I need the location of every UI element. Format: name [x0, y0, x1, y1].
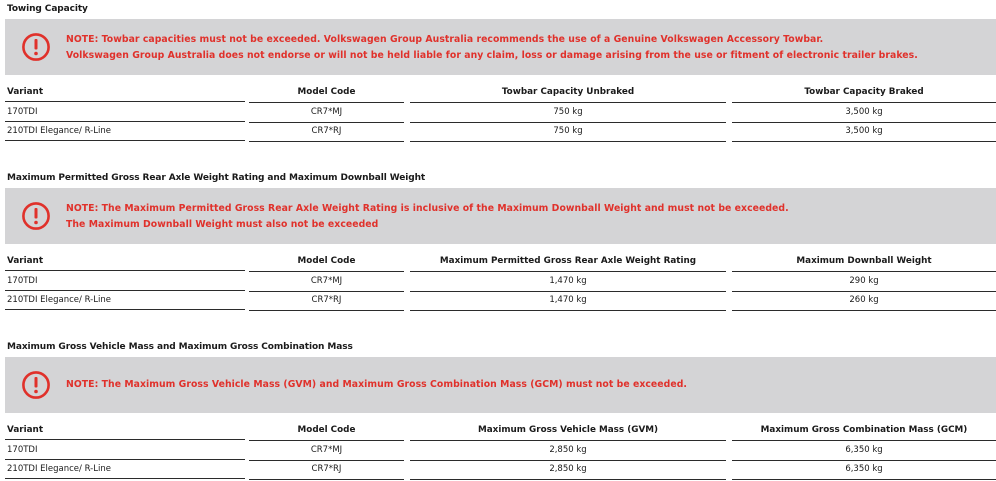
column-header: Model Code: [249, 84, 404, 103]
table-cell: CR7*RJ: [249, 123, 404, 142]
table-cell: CR7*MJ: [249, 104, 404, 123]
table-row: [0, 292, 996, 312]
column-header: Maximum Downball Weight: [732, 253, 996, 272]
column-header: Model Code: [249, 253, 404, 272]
column-header: Towbar Capacity Unbraked: [410, 84, 726, 103]
column-header: Model Code: [249, 422, 404, 441]
table-cell: CR7*MJ: [249, 442, 404, 461]
table-cell: 750 kg: [410, 104, 726, 123]
table-cell: 3,500 kg: [732, 104, 996, 123]
table-row: [0, 273, 996, 293]
warning-note: [5, 19, 996, 75]
table-row: [0, 104, 996, 124]
table-row: [0, 461, 996, 481]
exclamation-circle-icon: [21, 201, 51, 231]
column-header: Towbar Capacity Braked: [732, 84, 996, 103]
table-header-row: [0, 84, 996, 104]
table-cell: 170TDI: [5, 273, 245, 291]
column-header: Variant: [5, 253, 245, 271]
warning-note: [5, 357, 996, 413]
table-cell: CR7*RJ: [249, 292, 404, 311]
table-cell: 1,470 kg: [410, 273, 726, 292]
table-row: [0, 442, 996, 462]
table-cell: 210TDI Elegance/ R-Line: [5, 123, 245, 141]
warning-note: [5, 188, 996, 244]
table-cell: 170TDI: [5, 442, 245, 460]
note-line: NOTE: The Maximum Permitted Gross Rear Axle Weight Rating is inclusive of the Maximum Downball Weight and must not be exceeded.: [66, 203, 789, 214]
table-cell: 1,470 kg: [410, 292, 726, 311]
table-cell: 260 kg: [732, 292, 996, 311]
exclamation-circle-icon: [21, 370, 51, 400]
table-cell: 210TDI Elegance/ R-Line: [5, 461, 245, 479]
column-header: Maximum Gross Combination Mass (GCM): [732, 422, 996, 441]
table-cell: 3,500 kg: [732, 123, 996, 142]
table-row: [0, 123, 996, 143]
table-cell: 2,850 kg: [410, 442, 726, 461]
exclamation-circle-icon: [21, 32, 51, 62]
note-line: NOTE: Towbar capacities must not be exceeded. Volkswagen Group Australia recommends the use of a Genuine Volkswagen Accessory Towbar.: [66, 34, 824, 45]
table-cell: 2,850 kg: [410, 461, 726, 480]
section-title: Maximum Gross Vehicle Mass and Maximum Gross Combination Mass: [7, 342, 353, 352]
table-header-row: [0, 422, 996, 442]
column-header: Maximum Gross Vehicle Mass (GVM): [410, 422, 726, 441]
table-cell: 290 kg: [732, 273, 996, 292]
note-line: Volkswagen Group Australia does not endorse or will not be held liable for any claim, loss or damage arising from the use or fitment of electronic trailer brakes.: [66, 50, 918, 61]
note-line: NOTE: The Maximum Gross Vehicle Mass (GVM) and Maximum Gross Combination Mass (GCM) must not be exceeded.: [66, 379, 687, 390]
note-line: The Maximum Downball Weight must also not be exceeded: [66, 219, 379, 230]
column-header: Variant: [5, 84, 245, 102]
table-cell: CR7*RJ: [249, 461, 404, 480]
section-title: Maximum Permitted Gross Rear Axle Weight Rating and Maximum Downball Weight: [7, 173, 426, 183]
table-cell: 750 kg: [410, 123, 726, 142]
section-title: Towing Capacity: [7, 4, 88, 14]
table-cell: 210TDI Elegance/ R-Line: [5, 292, 245, 310]
table-cell: 6,350 kg: [732, 461, 996, 480]
table-cell: CR7*MJ: [249, 273, 404, 292]
column-header: Variant: [5, 422, 245, 440]
table-header-row: [0, 253, 996, 273]
table-cell: 170TDI: [5, 104, 245, 122]
table-cell: 6,350 kg: [732, 442, 996, 461]
column-header: Maximum Permitted Gross Rear Axle Weight Rating: [410, 253, 726, 272]
